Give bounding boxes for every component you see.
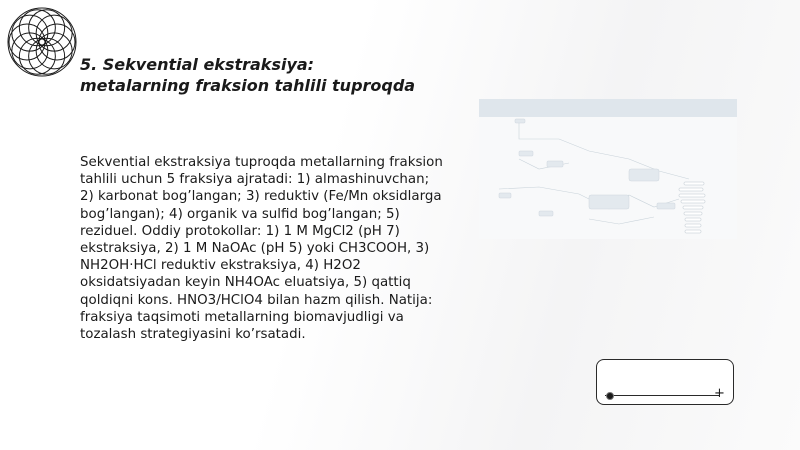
slide-title-line1: 5. Sekvential ekstraksiya: <box>80 55 315 74</box>
slide-title-line2: metalarning fraksion tahlili tuproqda <box>80 76 416 95</box>
rosette-logo-icon <box>4 4 80 80</box>
slider-track[interactable] <box>605 395 719 396</box>
rosette-outer-ring <box>8 8 76 76</box>
plus-icon[interactable]: + <box>714 386 725 401</box>
slider-knob-icon[interactable] <box>606 392 614 400</box>
slide-title <box>80 54 460 96</box>
fractionation-diagram-icon <box>479 99 737 239</box>
slide-body-text: Sekvential ekstraksiya tuproqda metallarning fraksion tahlili uchun 5 fraksiya ajratadi: 1) almashinuvchan; 2) karbonat bog’langan; 3) reduktiv (Fe/Mn oksidlarga bog’langan); 4) organik va sulfid bog’langan; 5) reziduel. Oddiy protokollar: 1) 1 M MgCl2 (pH 7) ekstraksiya, 2) 1 M NaOAc (pH 5) yoki CH3COOH, 3) NH2OH·HCl reduktiv ekstraksiya, 4) H2O2 oksidatsiyadan keyin NH4OAc eluatsiya, 5) qattiq qoldiqni kons. HNO3/HClO4 bilan hazm qilish. Natija: fraksiya taqsimoti metallarning biomavjudligi va tozalash strategiyasini ko’rsatadi. <box>80 155 443 343</box>
fractionation-diagram[interactable] <box>479 99 737 239</box>
slider-control[interactable] <box>596 359 734 405</box>
